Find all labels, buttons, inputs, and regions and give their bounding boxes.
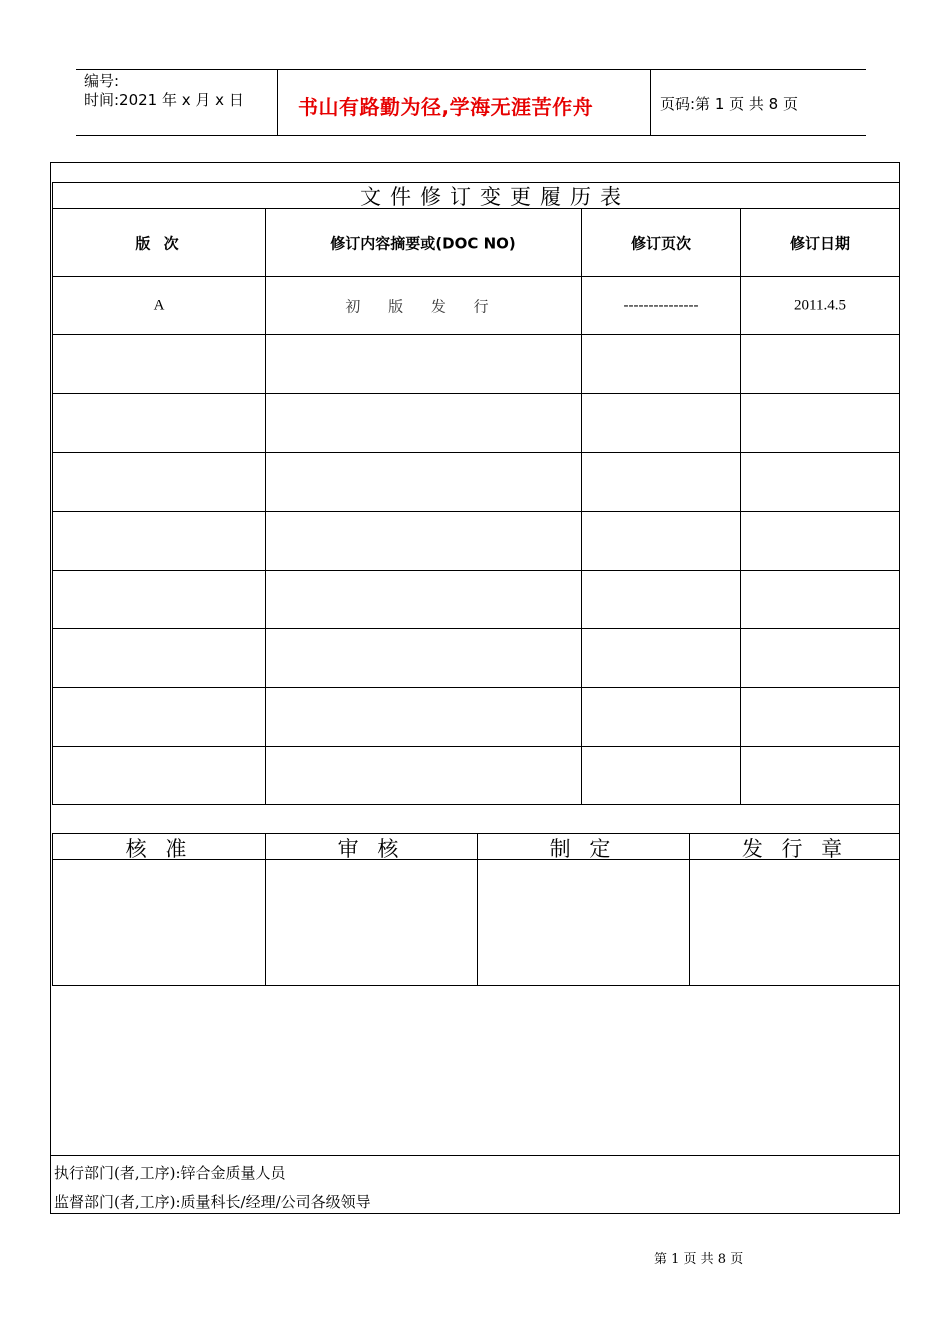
- table-rule: [52, 276, 900, 277]
- header-page-indicator: 页码:第 1 页 共 8 页: [660, 95, 798, 113]
- table-rule: [899, 182, 900, 804]
- signature-column-rule: [477, 833, 478, 985]
- exec-department: 执行部门(者,工序):锌合金质量人员: [54, 1164, 286, 1182]
- column-header-date: 修订日期: [789, 234, 851, 253]
- signature-column-rule: [265, 833, 266, 985]
- signature-table-rule: [52, 985, 900, 986]
- column-header-pages: 修订页次: [630, 234, 692, 253]
- supervise-department: 监督部门(者,工序):质量科长/经理/公司各级领导: [54, 1193, 371, 1211]
- table-column-rule: [740, 208, 741, 804]
- table-rule: [52, 746, 900, 747]
- signature-table-rule: [52, 833, 53, 985]
- table-rule: [52, 393, 900, 394]
- revision-table-title: 文件修订变更履历表: [360, 185, 630, 209]
- table-rule: [52, 628, 900, 629]
- table-column-rule: [581, 208, 582, 804]
- table-column-rule: [265, 208, 266, 804]
- table-cell-pages: ---------------: [623, 297, 699, 314]
- signature-header-approve: 核 准: [125, 837, 193, 861]
- table-rule: [52, 334, 900, 335]
- table-rule: [52, 511, 900, 512]
- table-rule: [52, 452, 900, 453]
- header-motto: 书山有路勤为径,学海无涯苦作舟: [298, 95, 594, 119]
- signature-header-review: 审 核: [337, 837, 405, 861]
- signature-table-rule: [899, 833, 900, 985]
- table-rule: [52, 804, 900, 805]
- footer-page-number: 第 1 页 共 8 页: [654, 1252, 744, 1267]
- column-header-summary: 修订内容摘要或(DOC NO): [330, 234, 516, 253]
- header-bottom-rule: [76, 135, 866, 136]
- table-cell-summary: 初 版 发 行: [345, 299, 501, 316]
- header-divider: [650, 69, 651, 136]
- table-cell-version: A: [153, 297, 165, 314]
- column-header-version: 版 次: [135, 234, 183, 253]
- document-number-label: 编号:: [84, 72, 120, 90]
- signature-header-issue-seal: 发 行 章: [741, 837, 849, 861]
- header-top-rule: [76, 69, 866, 70]
- table-rule: [52, 687, 900, 688]
- department-divider: [50, 1155, 900, 1156]
- table-cell-date: 2011.4.5: [794, 297, 846, 314]
- signature-column-rule: [689, 833, 690, 985]
- table-rule: [52, 570, 900, 571]
- signature-header-prepare: 制 定: [549, 837, 617, 861]
- document-date-label: 时间:2021 年 x 月 x 日: [84, 91, 244, 109]
- table-rule: [52, 182, 53, 804]
- header-divider: [277, 69, 278, 136]
- document-frame: [50, 162, 900, 1214]
